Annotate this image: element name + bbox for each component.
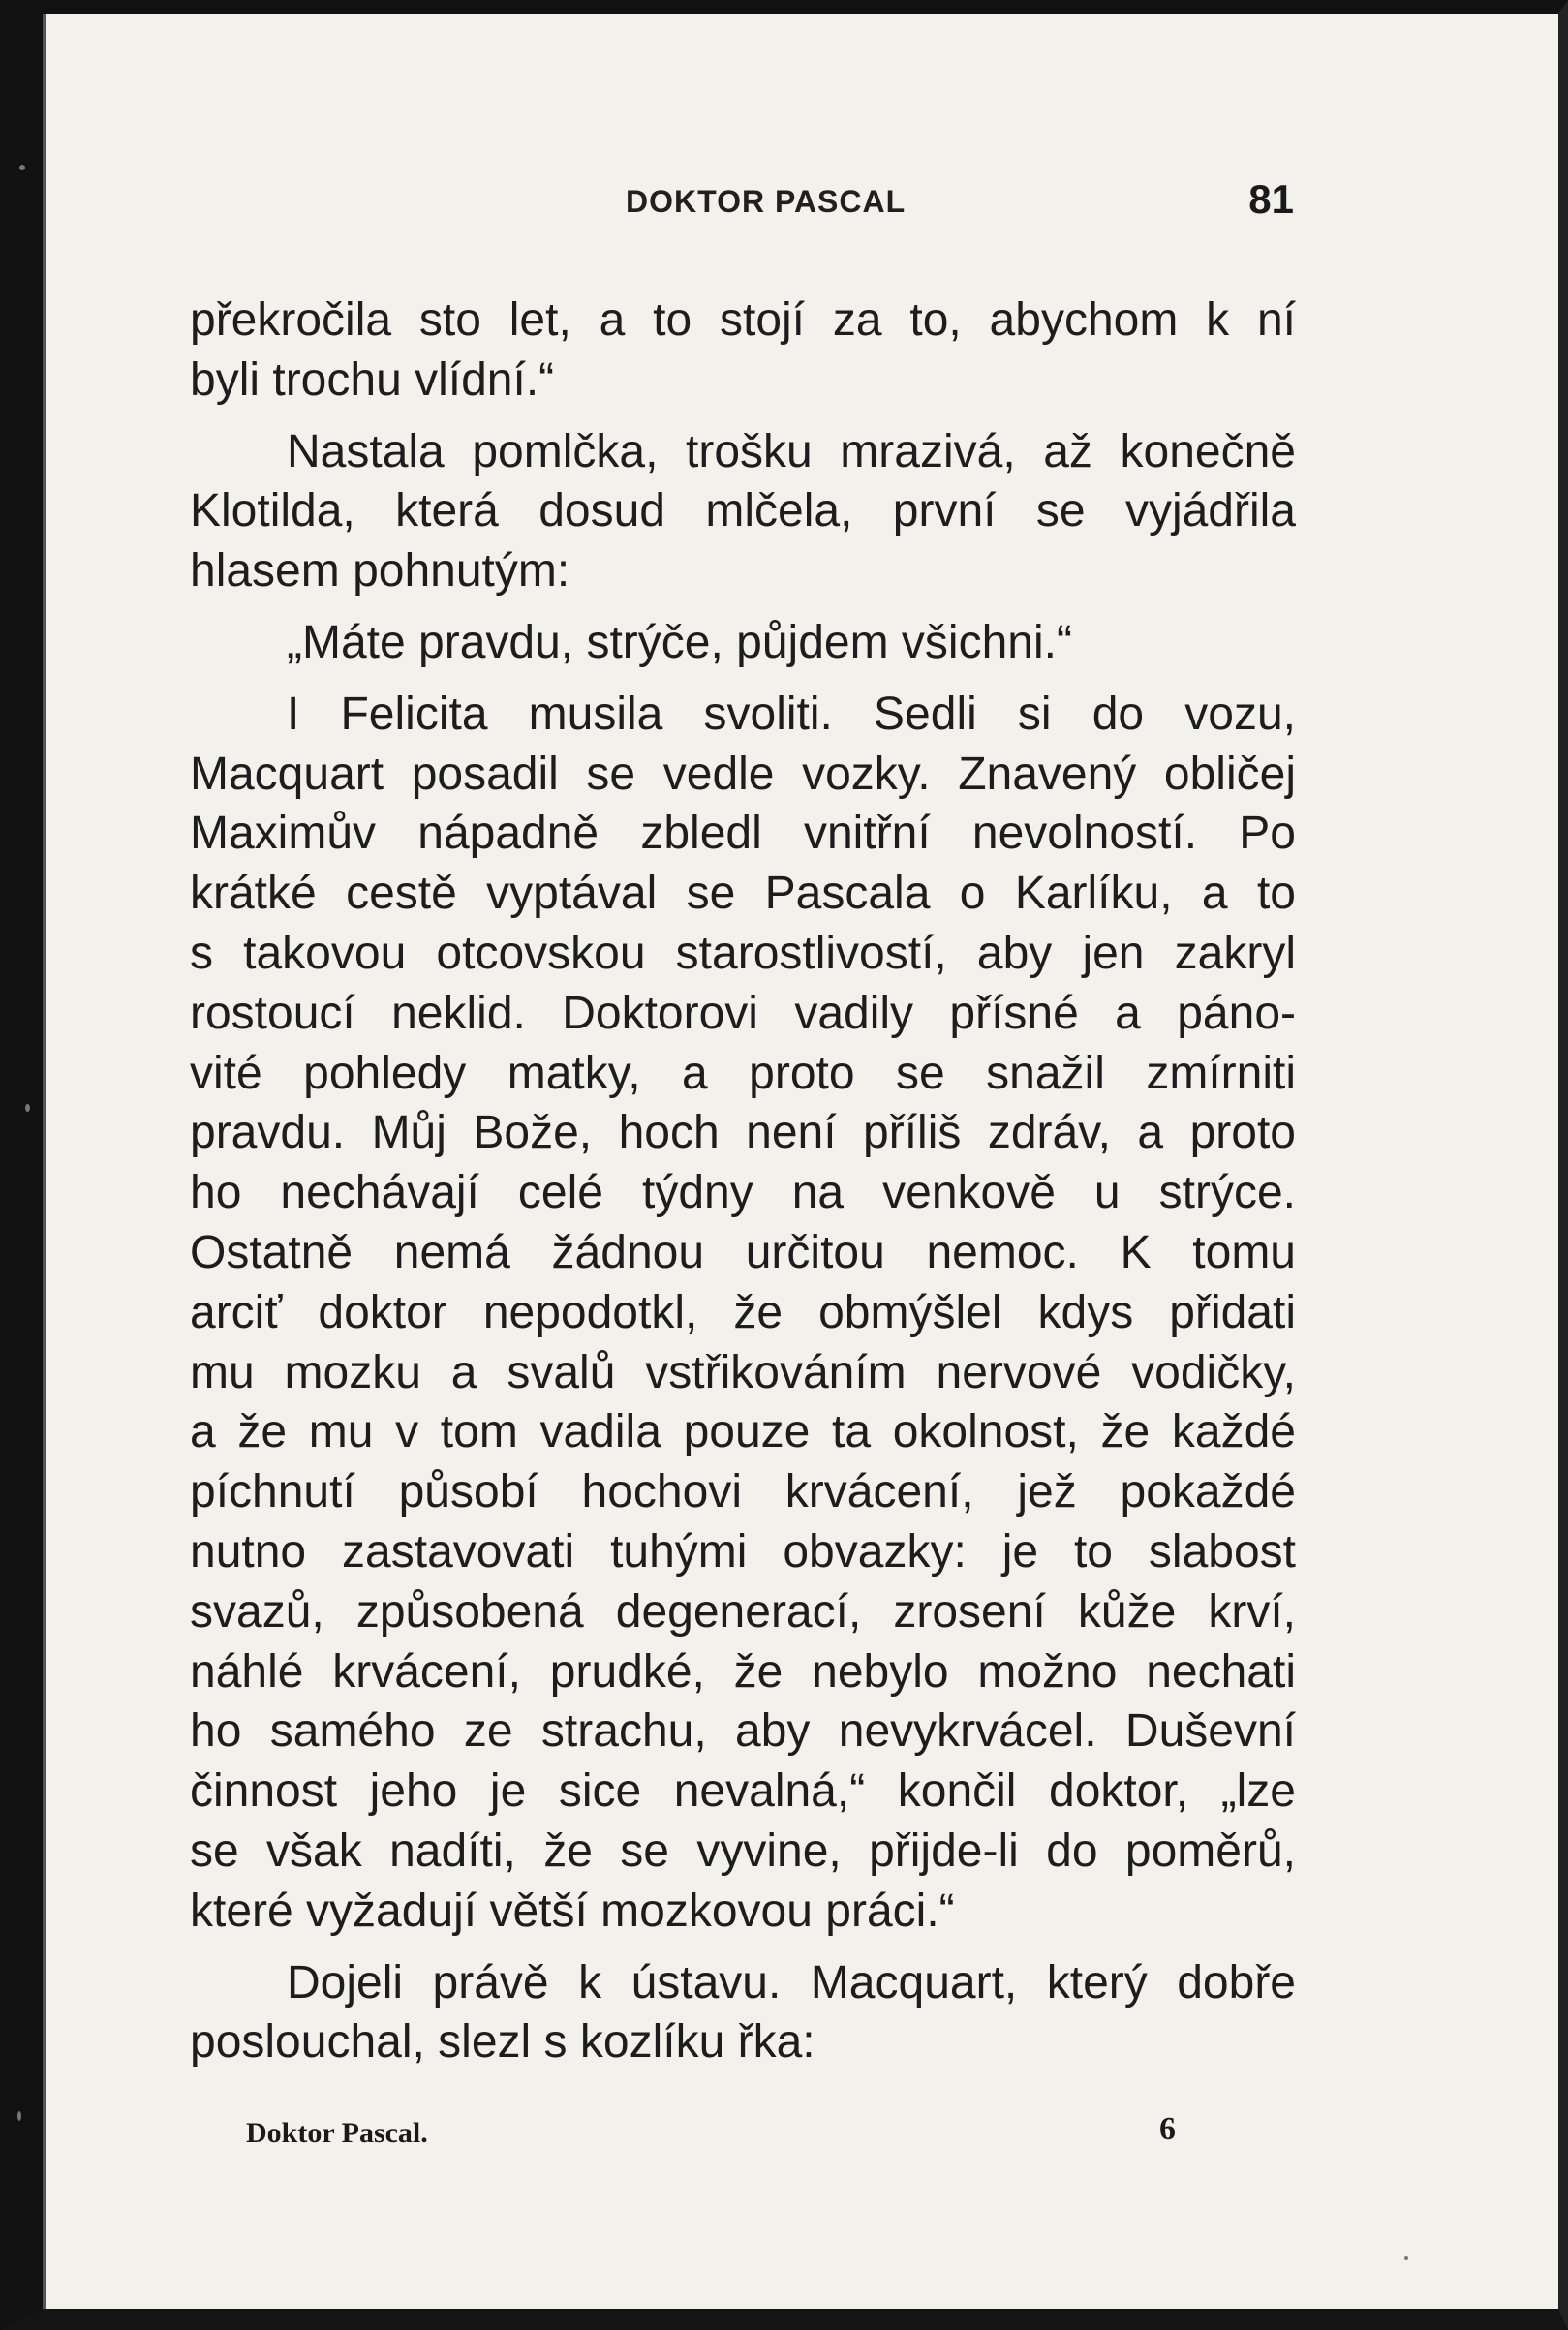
running-title: DOKTOR PASCAL [626,184,907,219]
text-line: pravdu. Můj Bože, hoch není příliš zdráv, a proto [190,1107,1296,1159]
text-line: s takovou otcovskou starostlivostí, aby jen zakryl [190,927,1296,979]
text-line: činnost jeho je sice nevalná,“ končil doktor, „lze [190,1765,1296,1818]
page-gutter [43,14,46,2309]
paragraph [190,685,1296,1942]
text-line: Maximův nápadně zbledl vnitřní nevolností. Po [190,808,1296,860]
text-line: rostoucí neklid. Doktorovi vadily přísné a páno- [190,987,1296,1039]
text-line: vité pohledy matky, a proto se snažil zmírniti [190,1047,1296,1099]
text-line: ho nechávají celé týdny na venkově u strýce. [190,1167,1296,1219]
text-line: píchnutí působí hochovi krvácení, jež pokaždé [190,1466,1296,1518]
page-number: 81 [1248,176,1294,222]
text-line: svazů, způsobená degenerací, zrosení kůže krví, [190,1585,1296,1638]
paragraph [190,291,1296,411]
text-line: nutno zastavovati tuhými obvazky: je to slabost [190,1525,1296,1578]
paragraph [190,422,1296,601]
text-line: krátké cestě vyptával se Pascala o Karlíku, a to [190,868,1296,920]
paragraph [190,613,1296,673]
text-line: Nastala pomlčka, trošku mrazivá, až konečně [287,425,1296,477]
scan-speck [25,1104,30,1112]
text-line: byli trochu vlídní.“ [190,353,555,406]
text-line: arciť doktor nepodotkl, že obmýšlel kdys přidati [190,1286,1296,1338]
text-line: poslouchal, slezl s kozlíku řka: [190,2016,815,2069]
text-line: „Máte pravdu, strýče, půjdem všichni.“ [287,616,1072,668]
scan-speck [17,2111,21,2121]
text-line: se však nadíti, že se vyvine, přijde-li do poměrů, [190,1824,1296,1877]
text-line: Dojeli právě k ústavu. Macquart, který dobře [287,1956,1296,2008]
text-line: které vyžadují větší mozkovou práci.“ [190,1885,955,1937]
text-line: Klotilda, která dosud mlčela, první se vyjádřila [190,485,1296,537]
page-footer [246,2111,1176,2160]
body-text [190,291,1296,2072]
text-line: ho samého ze strachu, aby nevykrvácel. Duševní [190,1705,1296,1758]
text-line: překročila sto let, a to stojí za to, abychom k ní [190,294,1296,346]
text-line: hlasem pohnutým: [190,545,570,598]
page-header [190,176,1296,230]
scan-speck [1404,2256,1408,2260]
scan-speck [19,165,25,170]
text-line: Macquart posadil se vedle vozky. Znavený obličej [190,748,1296,800]
signature-mark-number: 6 [1159,2111,1176,2147]
signature-mark-title: Doktor Pascal. [246,2117,428,2149]
text-line: mu mozku a svalů vstřikováním nervové vodičky, [190,1346,1296,1398]
text-line: a že mu v tom vadila pouze ta okolnost, že každé [190,1406,1296,1458]
text-line: I Felicita musila svoliti. Sedli si do vozu, [287,688,1296,740]
paragraph [190,1953,1296,2073]
text-line: Ostatně nemá žádnou určitou nemoc. K tomu [190,1226,1296,1278]
text-line: náhlé krvácení, prudké, že nebylo možno nechati [190,1645,1296,1698]
